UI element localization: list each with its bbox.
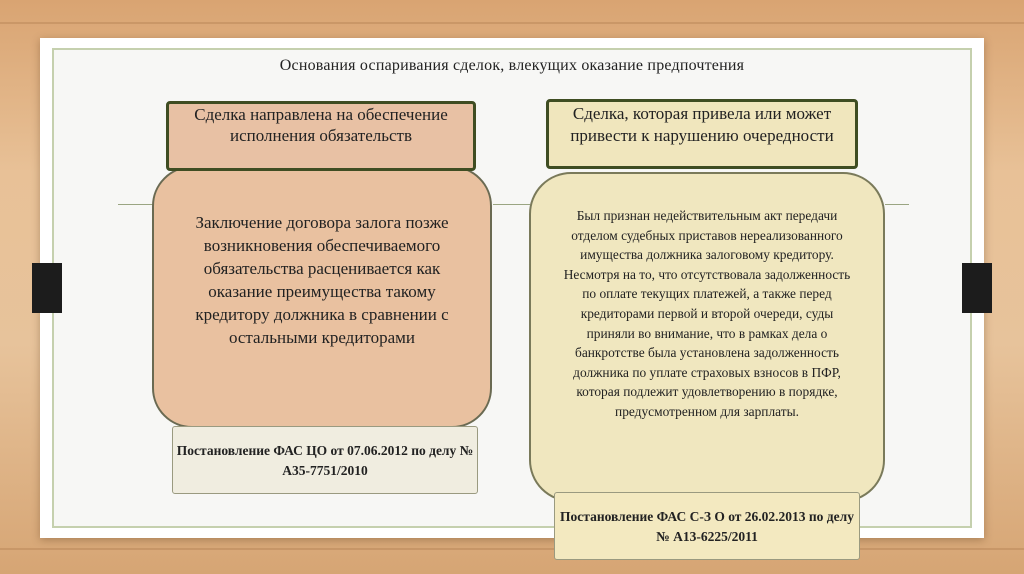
wood-grain xyxy=(0,548,1024,550)
left-body-box xyxy=(152,166,492,428)
left-heading-text: Сделка направлена на обеспечение исполнения обязательств xyxy=(194,105,448,145)
slide-title: Основания оспаривания сделок, влекущих оказание предпочтения xyxy=(279,57,745,74)
divider-line xyxy=(493,204,530,205)
right-edge-tab xyxy=(962,263,992,313)
right-reference-box xyxy=(554,492,860,560)
right-body-box xyxy=(529,172,885,502)
right-body-text: Был признан недействительным акт передачи отделом судебных приставов нереализованного имущества должника залоговому кредитору. Несмотря на то, что отсутствовала задолженность по оплате текущих платежей, а также перед кредиторами первой и второй очереди, суды приняли во внимание, что в рамках дела о банкротстве была установлена задолженность должника по уплате страховых взносов в ПФР, которая подлежит удовлетворению в порядке, предусмотренном для зарплаты. xyxy=(563,208,851,419)
right-heading-box xyxy=(546,99,858,169)
wood-grain xyxy=(0,22,1024,24)
left-reference-text: Постановление ФАС ЦО от 07.06.2012 по делу № А35-7751/2010 xyxy=(176,443,474,478)
divider-line xyxy=(885,204,909,205)
left-reference-box xyxy=(172,426,478,494)
left-body-text: Заключение договора залога позже возникновения обеспечиваемого обязательства расценивается как оказание преимущества такому кредитору должника в сравнении с остальными кредиторами xyxy=(195,213,449,347)
right-heading-text: Сделка, которая привела или может привести к нарушению очередности xyxy=(570,104,834,145)
right-reference-text: Постановление ФАС С-З О от 26.02.2013 по делу № А13-6225/2011 xyxy=(560,509,854,544)
left-heading-box xyxy=(166,101,476,171)
left-edge-tab xyxy=(32,263,62,313)
